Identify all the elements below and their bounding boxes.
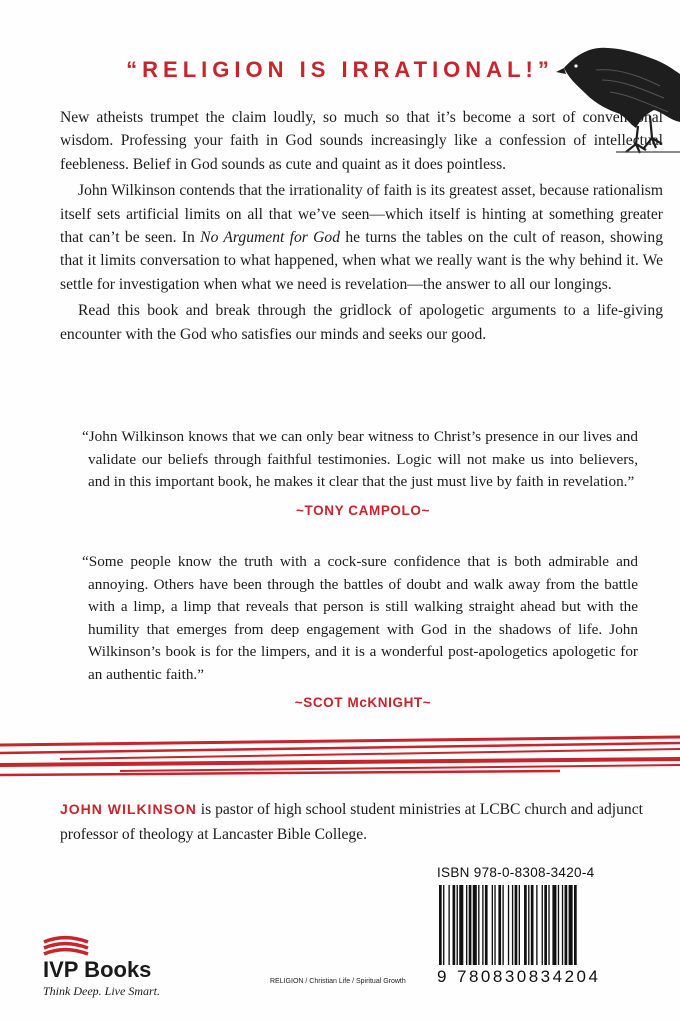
endorsement-attribution: ~TONY CAMPOLO~ <box>296 502 430 518</box>
barcode-bar <box>494 885 495 965</box>
barcode-number: 780830834204 <box>457 967 601 986</box>
barcode-bar <box>548 885 549 965</box>
barcode-bar <box>466 885 467 965</box>
endorsement-quote: “Some people know the truth with a cock-sure confidence that is both admirable and annoying. Others have been through the battles of doubt and walk away from the battle with a limp, a limp that reveals that person is still walking straight ahead but with the humility that emerges from deep engagement with God in the shadows of life. John Wilkinson’s book is for the limpers, and it is a wonderful post-apologetics apologetic for an authentic faith.” <box>82 553 638 683</box>
barcode-bar <box>457 885 458 965</box>
publisher-name: IVP Books <box>43 957 152 982</box>
barcode-bar <box>498 885 501 965</box>
publisher-tagline: Think Deep. Live Smart. <box>43 984 160 998</box>
barcode-bar <box>459 885 463 965</box>
barcode-bar <box>536 885 537 965</box>
barcode-first-digit: 9 <box>437 967 449 986</box>
description-paragraph-2: John Wilkinson contends that the irrationality of faith is its greatest asset, because rationalism itself sets artificial limits on all that we’ve seen—which itself is hinting at something greater that can’t be seen. In No Argument for God he turns the tables on the cult of reason, showing that it limits conversation to what happened, when what we really want is the why behind it. We settle for investigation when what we need is revelation—the answer to all our longings. <box>60 182 663 293</box>
barcode-bar <box>502 885 503 965</box>
barcode-bar <box>558 885 559 965</box>
author-name: JOHN WILKINSON <box>60 801 197 817</box>
barcode-bar <box>565 885 568 965</box>
endorsement-campolo <box>82 426 638 522</box>
barcode-bar <box>512 885 513 965</box>
barcode-bar <box>508 885 509 965</box>
subject-category: RELIGION / Christian Life / Spiritual Growth <box>270 978 406 985</box>
endorsement-attribution: ~SCOT McKNIGHT~ <box>294 695 432 710</box>
author-bio <box>60 797 660 847</box>
barcode-bar <box>443 885 444 965</box>
barcode-bar <box>439 885 442 965</box>
book-title: No Argument for God <box>200 229 341 247</box>
isbn: ISBN 978-0-8308-3420-4 <box>437 865 595 880</box>
barcode-bar <box>552 885 556 965</box>
barcode-bar <box>528 885 529 965</box>
barcode-bar <box>544 885 547 965</box>
author-bio-text: is pastor of high school student ministries at LCBC church and adjunct professor of theology at Lancaster Bible College. <box>60 801 643 843</box>
barcode-bar <box>562 885 563 965</box>
barcode-digits <box>437 967 663 987</box>
description-paragraph-1: New atheists trumpet the claim loudly, so much so that it’s become a sort of conventional wisdom. Professing your faith in God sounds increasingly like a confession of intellectual feebleness. Belief in God sounds as cute and quaint as it does pointless. <box>60 109 663 173</box>
endorsement-mcknight <box>82 551 638 715</box>
barcode-bar <box>515 885 518 965</box>
barcode-bar <box>524 885 527 965</box>
barcode-bar <box>542 885 543 965</box>
barcode-bar <box>453 885 456 965</box>
barcode-bar <box>569 885 573 965</box>
barcode-bar <box>492 885 493 965</box>
description-paragraph-3: Read this book and break through the gridlock of apologetic arguments to a life-giving encounter with the God who satisfies our minds and seeks our good. <box>60 302 663 343</box>
description <box>60 106 663 349</box>
headline: “RELIGION IS IRRATIONAL!” <box>126 57 554 82</box>
endorsement-quote: “John Wilkinson knows that we can only bear witness to Christ’s presence in our lives and validate our beliefs through faithful testimonies. Logic will not make us into believers, and in this important book, he makes it clear that the just must live by faith in revelation.” <box>82 428 638 490</box>
barcode <box>437 885 663 965</box>
barcode-bar <box>469 885 472 965</box>
barcode-bar <box>482 885 483 965</box>
barcode-bar <box>531 885 534 965</box>
barcode-bar <box>574 885 577 965</box>
barcode-bar <box>448 885 449 965</box>
red-stripes-divider <box>0 735 680 785</box>
barcode-bar <box>478 885 479 965</box>
barcode-bar <box>485 885 488 965</box>
barcode-bar <box>473 885 477 965</box>
barcode-bar <box>519 885 520 965</box>
publisher-logo <box>38 930 188 1002</box>
